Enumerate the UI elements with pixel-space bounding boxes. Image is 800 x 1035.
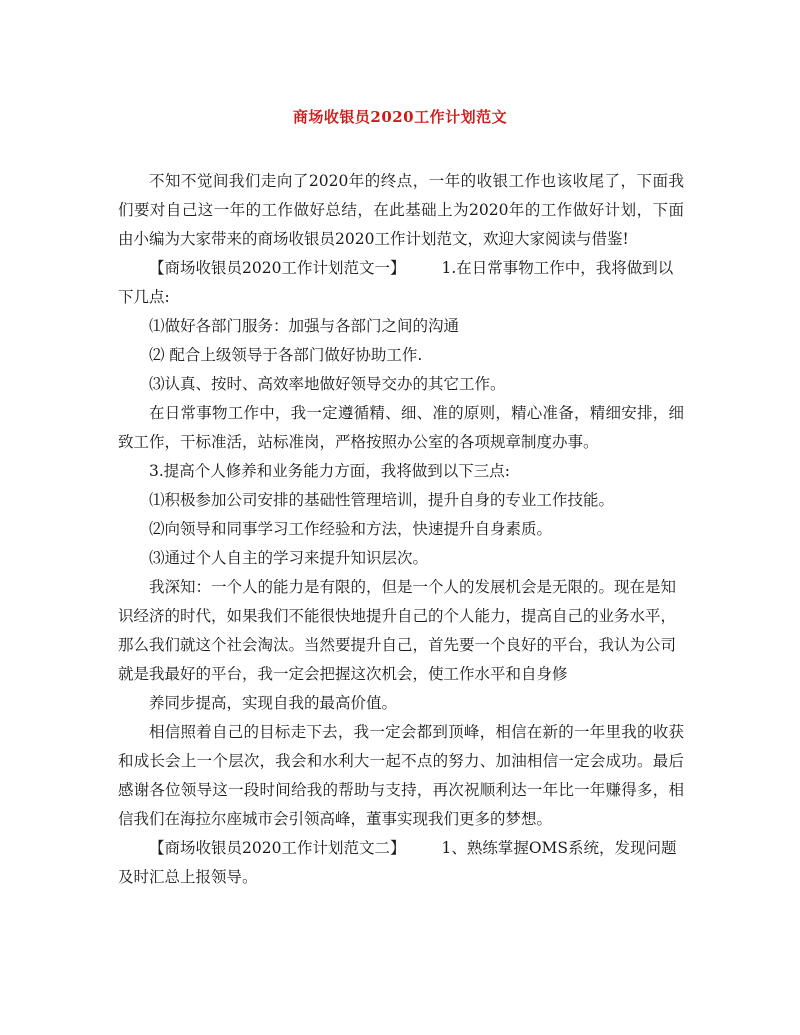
section-two-lead: 1、熟练掌握OMS系统，发现问题及时汇总上报领导。 xyxy=(118,839,677,886)
document-body xyxy=(118,167,684,892)
list-item: ⑴做好各部门服务：加强与各部门之间的沟通 xyxy=(149,317,460,335)
section-two-paragraph xyxy=(118,834,684,892)
closing-paragraph: 相信照着自己的目标走下去，我一定会都到顶峰，相信在新的一年里我的收获和成长会上一个层次，我会和水利大一起不点的努力、加油相信一定会成功。最后感谢各位领导这一段时间给我的帮助与支持，再次祝顺利达一年比一年赚得多，相信我们在海拉尔座城市会引领高峰，董事实现我们更多的梦想。 xyxy=(118,723,684,828)
daily-work-paragraph: 在日常事物工作中，我一定遵循精、细、准的原则，精心准备，精细安排，细致工作，干标准活，站标准岗，严格按照办公室的各项规章制度办事。 xyxy=(118,404,684,451)
knowledge-paragraph: 我深知：一个人的能力是有限的，但是一个人的发展机会是无限的。现在是知识经济的时代，如果我们不能很快地提升自己的个人能力，提高自己的业务水平，那么我们就这个社会淘汰。当然要提升自己，首先要一个良好的平台，我认为公司就是我最好的平台，我一定会把握这次机会，使工作水平和自身修 xyxy=(118,578,677,683)
section-one-lead: 1.在日常事物工作中，我将做到以下几点: xyxy=(118,259,674,306)
list-item: ⑶通过个人自主的学习来提升知识层次。 xyxy=(149,549,429,567)
list-item: ⑶认真、按时、高效率地做好领导交办的其它工作。 xyxy=(149,375,506,393)
point-three-heading: 3.提高个人修养和业务能力方面，我将做到以下三点: xyxy=(149,462,511,480)
intro-paragraph: 不知不觉间我们走向了2020年的终点，一年的收银工作也该收尾了，下面我们要对自己这一年的工作做好总结，在此基础上为2020年的工作做好计划，下面由小编为大家带来的商场收银员2020工作计划范文，欢迎大家阅读与借鉴! xyxy=(118,172,684,248)
section-one-heading: 【商场收银员2020工作计划范文一】 xyxy=(149,259,406,277)
list-item: ⑵ 配合上级领导于各部门做好协助工作. xyxy=(149,346,423,364)
knowledge-continued: 养同步提高，实现自我的最高价值。 xyxy=(149,694,398,712)
section-two-heading: 【商场收银员2020工作计划范文二】 xyxy=(149,839,406,857)
list-item: ⑴积极参加公司安排的基础性管理培训，提升自身的专业工作技能。 xyxy=(149,491,615,509)
document-title: 商场收银员2020工作计划范文 xyxy=(292,108,508,126)
section-one-paragraph xyxy=(118,254,684,312)
list-item: ⑵向领导和同事学习工作经验和方法，快速提升自身素质。 xyxy=(149,520,553,538)
